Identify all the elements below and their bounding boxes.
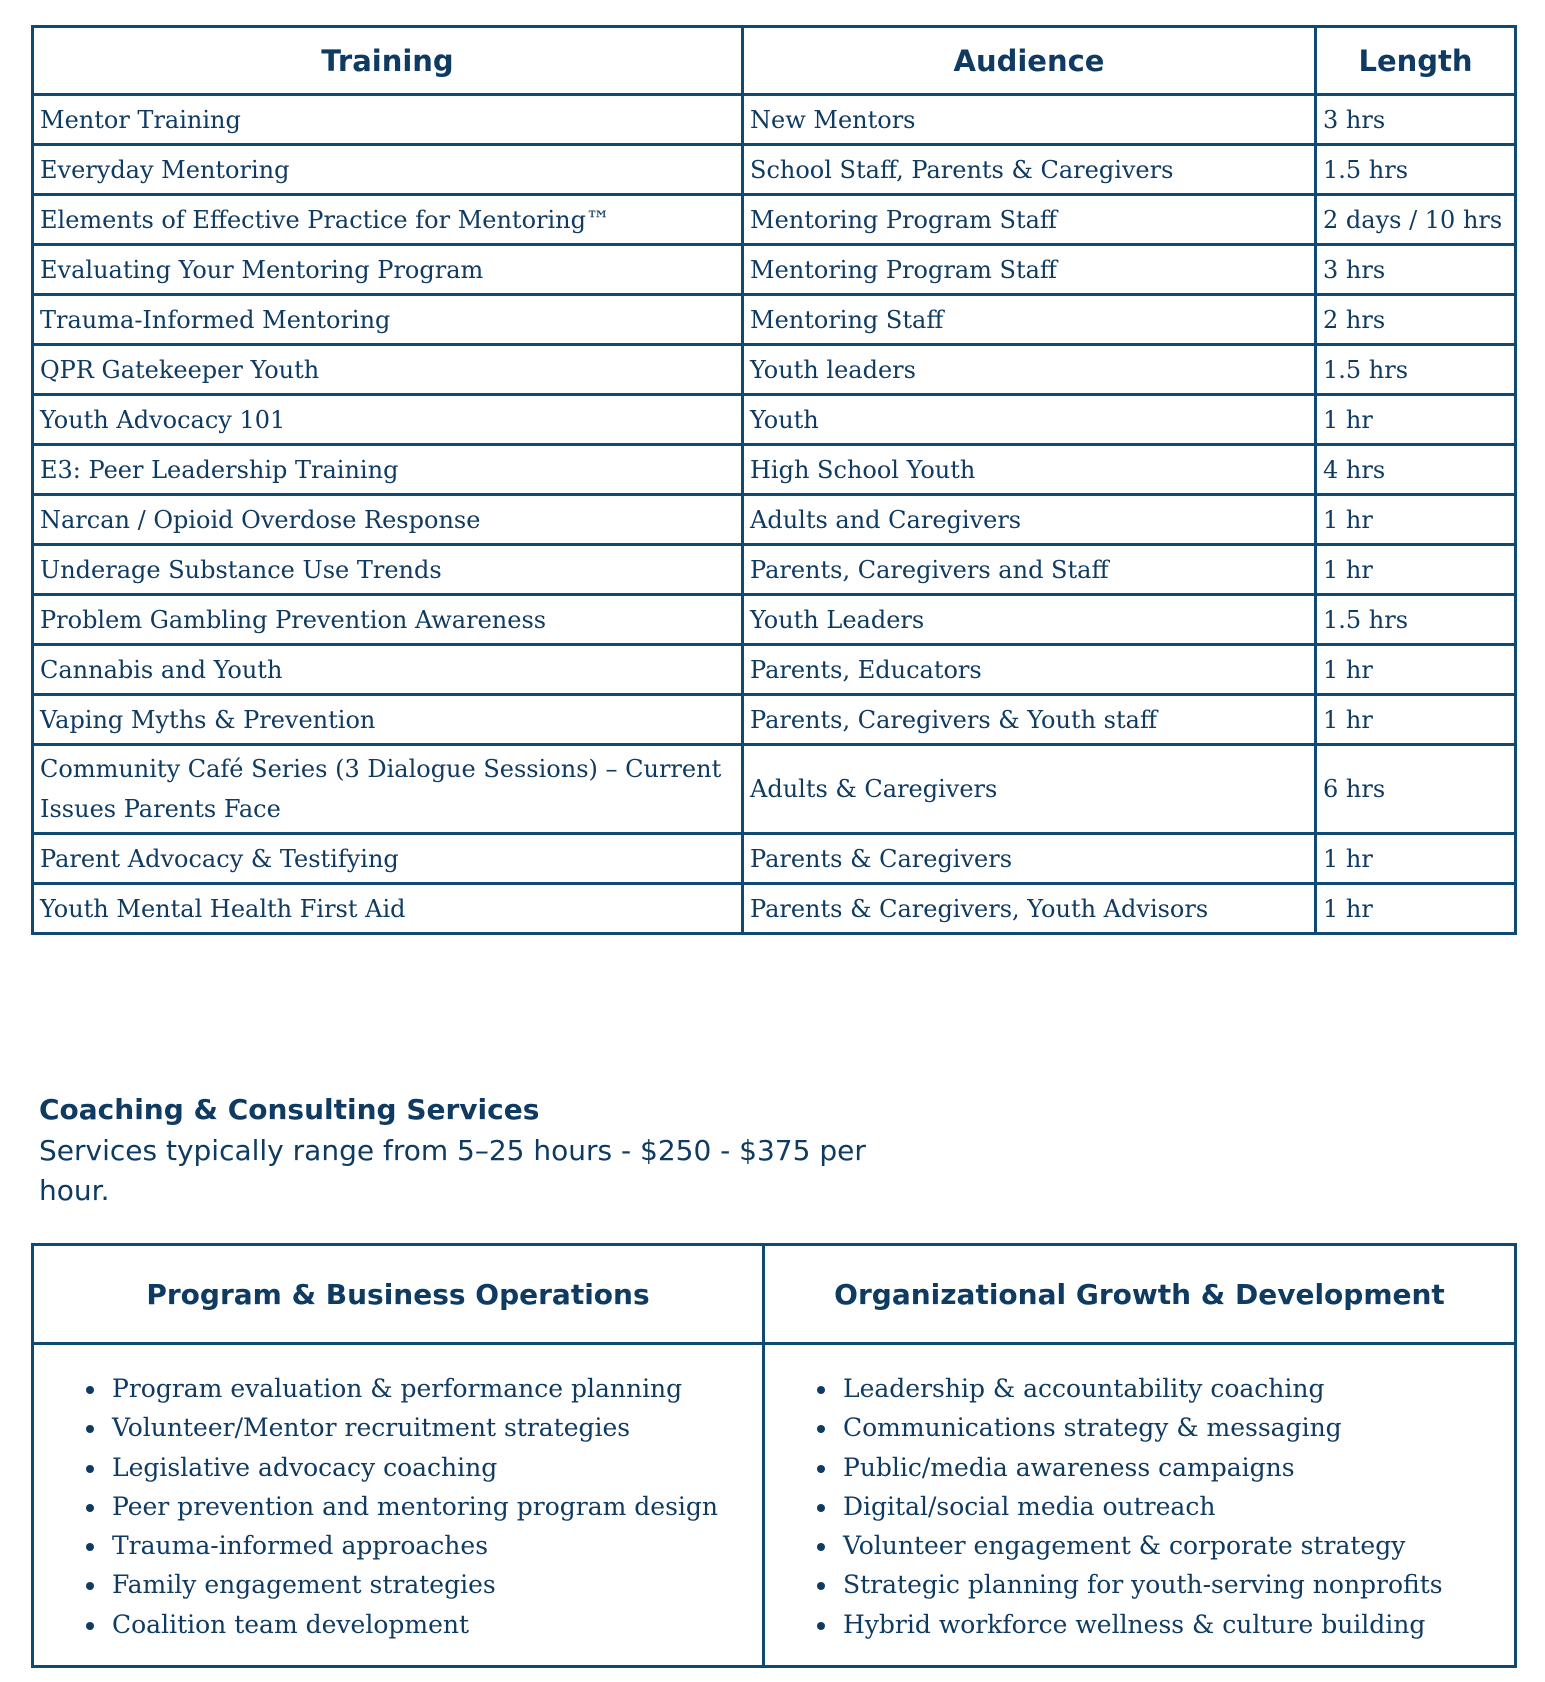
- list-item: • Hybrid workforce wellness & culture building: [839, 1605, 1504, 1644]
- training-cell: Mentor Training: [33, 95, 743, 145]
- audience-cell: Parents & Caregivers: [743, 834, 1316, 884]
- services-body-row: [33, 1344, 1516, 1667]
- services-header-row: [33, 1245, 1516, 1344]
- length-cell: 2 days / 10 hrs: [1316, 195, 1516, 245]
- training-cell: Parent Advocacy & Testifying: [33, 834, 743, 884]
- audience-cell: Adults and Caregivers: [743, 495, 1316, 545]
- audience-cell: Parents, Caregivers and Staff: [743, 545, 1316, 595]
- audience-cell: Mentoring Program Staff: [743, 245, 1316, 295]
- header-audience: Audience: [743, 27, 1316, 95]
- audience-cell: New Mentors: [743, 95, 1316, 145]
- program-operations-list: [34, 1369, 752, 1644]
- training-cell: Youth Advocacy 101: [33, 395, 743, 445]
- training-cell: Elements of Effective Practice for Mentoring™: [33, 195, 743, 245]
- length-cell: 1 hr: [1316, 545, 1516, 595]
- table-row: [33, 745, 1516, 834]
- list-item: • Program evaluation & performance planning: [108, 1369, 752, 1408]
- list-item: • Leadership & accountability coaching: [839, 1369, 1504, 1408]
- length-cell: 2 hrs: [1316, 295, 1516, 345]
- program-operations-cell: [33, 1344, 764, 1667]
- training-cell: Youth Mental Health First Aid: [33, 884, 743, 934]
- audience-cell: Parents, Caregivers & Youth staff: [743, 695, 1316, 745]
- length-cell: 3 hrs: [1316, 245, 1516, 295]
- list-item: • Public/media awareness campaigns: [839, 1448, 1504, 1487]
- audience-cell: Youth: [743, 395, 1316, 445]
- header-training: Training: [33, 27, 743, 95]
- list-item: • Trauma-informed approaches: [108, 1526, 752, 1565]
- list-item: • Family engagement strategies: [108, 1565, 752, 1604]
- table-row: [33, 884, 1516, 934]
- training-cell: Problem Gambling Prevention Awareness: [33, 595, 743, 645]
- length-cell: 1 hr: [1316, 645, 1516, 695]
- table-row: [33, 395, 1516, 445]
- list-item: • Legislative advocacy coaching: [108, 1448, 752, 1487]
- list-item: • Strategic planning for youth-serving nonprofits: [839, 1565, 1504, 1604]
- table-row: [33, 95, 1516, 145]
- table-row: [33, 345, 1516, 395]
- length-cell: 1.5 hrs: [1316, 145, 1516, 195]
- services-table: [31, 1243, 1517, 1668]
- header-organizational-growth: Organizational Growth & Development: [764, 1245, 1516, 1344]
- length-cell: 1 hr: [1316, 834, 1516, 884]
- coaching-title: Coaching & Consulting Services: [39, 1093, 540, 1126]
- list-item: • Communications strategy & messaging: [839, 1408, 1504, 1447]
- training-table: [31, 25, 1517, 935]
- training-cell: QPR Gatekeeper Youth: [33, 345, 743, 395]
- organizational-growth-cell: [764, 1344, 1516, 1667]
- length-cell: 3 hrs: [1316, 95, 1516, 145]
- training-cell: Trauma-Informed Mentoring: [33, 295, 743, 345]
- table-row: [33, 145, 1516, 195]
- training-cell: E3: Peer Leadership Training: [33, 445, 743, 495]
- header-program-operations: Program & Business Operations: [33, 1245, 764, 1344]
- length-cell: 1 hr: [1316, 395, 1516, 445]
- table-row: [33, 595, 1516, 645]
- training-cell: Narcan / Opioid Overdose Response: [33, 495, 743, 545]
- table-row: [33, 834, 1516, 884]
- organizational-growth-list: [765, 1369, 1504, 1644]
- length-cell: 1 hr: [1316, 695, 1516, 745]
- table-row: [33, 295, 1516, 345]
- table-row: [33, 695, 1516, 745]
- length-cell: 4 hrs: [1316, 445, 1516, 495]
- training-cell: Evaluating Your Mentoring Program: [33, 245, 743, 295]
- audience-cell: Parents, Educators: [743, 645, 1316, 695]
- length-cell: 1 hr: [1316, 495, 1516, 545]
- training-cell: Community Café Series (3 Dialogue Sessions) – Current Issues Parents Face: [33, 745, 743, 834]
- list-item: • Peer prevention and mentoring program design: [108, 1487, 752, 1526]
- audience-cell: Mentoring Program Staff: [743, 195, 1316, 245]
- length-cell: 6 hrs: [1316, 745, 1516, 834]
- table-row: [33, 445, 1516, 495]
- audience-cell: Mentoring Staff: [743, 295, 1316, 345]
- training-header-row: [33, 27, 1516, 95]
- list-item: • Digital/social media outreach: [839, 1487, 1504, 1526]
- training-cell: Cannabis and Youth: [33, 645, 743, 695]
- list-item: • Coalition team development: [108, 1605, 752, 1644]
- coaching-description: Services typically range from 5–25 hours - $250 - $375 per hour.: [39, 1134, 866, 1207]
- training-cell: Underage Substance Use Trends: [33, 545, 743, 595]
- table-row: [33, 195, 1516, 245]
- audience-cell: Youth leaders: [743, 345, 1316, 395]
- length-cell: 1.5 hrs: [1316, 345, 1516, 395]
- audience-cell: Parents & Caregivers, Youth Advisors: [743, 884, 1316, 934]
- training-cell: Everyday Mentoring: [33, 145, 743, 195]
- audience-cell: High School Youth: [743, 445, 1316, 495]
- table-row: [33, 245, 1516, 295]
- length-cell: 1 hr: [1316, 884, 1516, 934]
- table-row: [33, 495, 1516, 545]
- audience-cell: Youth Leaders: [743, 595, 1316, 645]
- length-cell: 1.5 hrs: [1316, 595, 1516, 645]
- audience-cell: Adults & Caregivers: [743, 745, 1316, 834]
- list-item: • Volunteer/Mentor recruitment strategies: [108, 1408, 752, 1447]
- table-row: [33, 545, 1516, 595]
- list-item: • Volunteer engagement & corporate strategy: [839, 1526, 1504, 1565]
- header-length: Length: [1316, 27, 1516, 95]
- table-row: [33, 645, 1516, 695]
- training-cell: Vaping Myths & Prevention: [33, 695, 743, 745]
- audience-cell: School Staff, Parents & Caregivers: [743, 145, 1316, 195]
